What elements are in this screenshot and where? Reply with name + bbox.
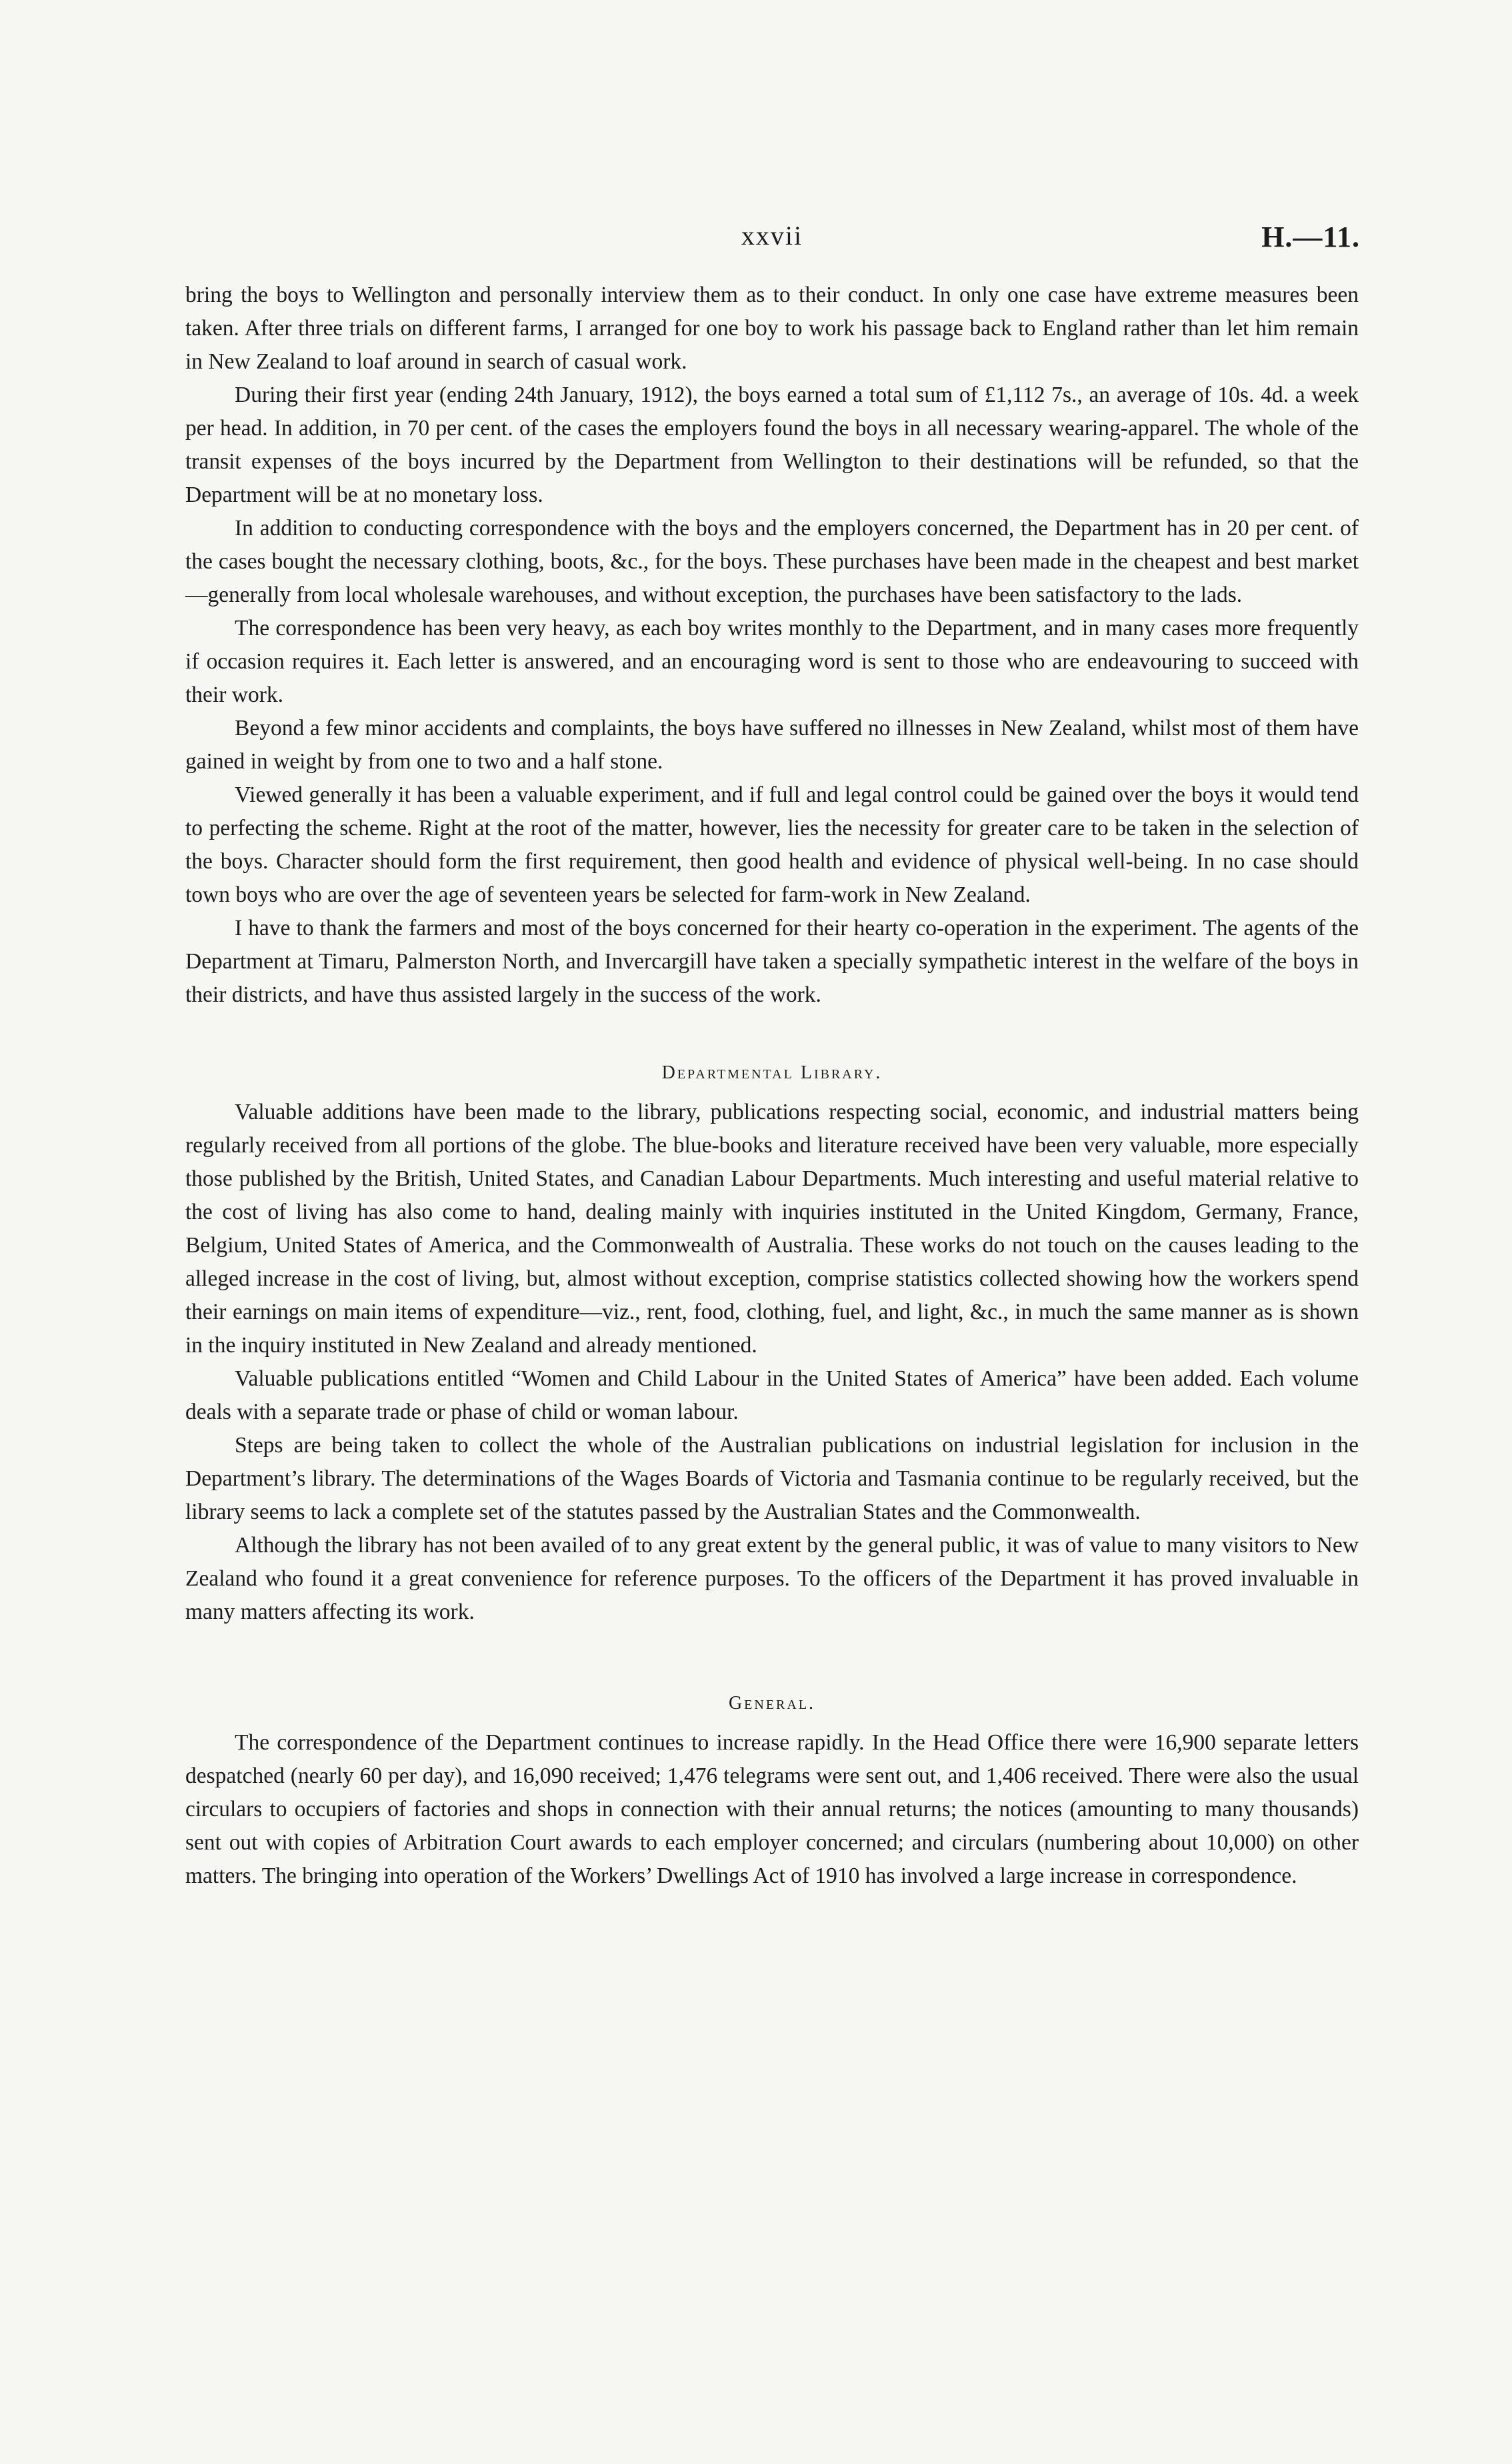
page-content (185, 220, 1359, 1893)
paragraph: Steps are being taken to collect the whole of the Australian publications on industrial legislation for inclusion in the Department’s library. The determinations of the Wages Boards of Victoria and Tasmania continue to be regularly received, but the library seems to lack a complete set of the statutes passed by the Australian States and the Commonwealth. (185, 1433, 1359, 1524)
paragraph: Viewed generally it has been a valuable experiment, and if full and legal control could be gained over the boys it would tend to perfecting the scheme. Right at the root of the matter, however, lies the necessity for greater care to be taken in the selection of the boys. Character should form the first requirement, then good health and evidence of physical well-being. In no case should town boys who are over the age of seventeen years be selected for farm-work in New Zealand. (185, 782, 1359, 907)
general-section (185, 1693, 1359, 1893)
paragraph: Although the library has not been availed of to any great extent by the general public, it was of value to many visitors to New Zealand who found it a great convenience for reference purposes. To the officers of the Department it has proved invaluable in many matters affecting its work. (185, 1533, 1359, 1624)
page-header (185, 220, 1359, 260)
paragraph: The correspondence has been very heavy, as each boy writes monthly to the Department, and in many cases more frequently if occasion requires it. Each letter is answered, and an encouraging word is sent to those who are endeavouring to succeed with their work. (185, 616, 1359, 707)
document-reference: H.—11. (1261, 221, 1360, 253)
section-heading: General. (728, 1693, 816, 1714)
paragraph: Valuable additions have been made to the library, publications respecting social, economic, and industrial matters being regularly received from all portions of the globe. The blue-books and literature received have been very valuable, more especially those published by the British, United States, and Canadian Labour Departments. Much interesting and useful material relative to the cost of living has also come to hand, dealing mainly with inquiries instituted in the United Kingdom, Germany, France, Belgium, United States of America, and the Commonwealth of Australia. These works do not touch on the causes leading to the alleged increase in the cost of living, but, almost without exception, comprise statistics collected showing how the workers spend their earnings on main items of expenditure—viz., rent, food, clothing, fuel, and light, &c., in much the same manner as is shown in the inquiry instituted in New Zealand and already mentioned. (185, 1100, 1359, 1358)
paragraph: I have to thank the farmers and most of the boys concerned for their hearty co-operation in the experiment. The agents of the Department at Timaru, Palmerston North, and Invercargill have taken a specially sympathetic interest in the welfare of the boys in their districts, and have thus assisted largely in the success of the work. (185, 916, 1359, 1007)
library-section (185, 1062, 1359, 1629)
paragraph: Valuable publications entitled “Women and Child Labour in the United States of America” have been added. Each volume deals with a separate trade or phase of child or woman labour. (185, 1366, 1359, 1424)
paragraph: In addition to conducting correspondence with the boys and the employers concerned, the Department has in 20 per cent. of the cases bought the necessary clothing, boots, &c., for the boys. These purchases have been made in the cheapest and best market—generally from local wholesale warehouses, and without exception, the purchases have been satisfactory to the lads. (185, 516, 1359, 607)
intro-section (185, 279, 1359, 1012)
section-heading: Departmental Library. (661, 1062, 883, 1083)
paragraph: During their first year (ending 24th January, 1912), the boys earned a total sum of £1,112 7s., an average of 10s. 4d. a week per head. In addition, in 70 per cent. of the cases the employers found the boys in all necessary wearing-apparel. The whole of the transit expenses of the boys incurred by the Department from Wellington to their destinations will be refunded, so that the Department will be at no monetary loss. (185, 383, 1359, 507)
paragraph: bring the boys to Wellington and personally interview them as to their conduct. In only one case have extreme measures been taken. After three trials on different farms, I arranged for one boy to work his passage back to England rather than let him remain in New Zealand to loaf around in search of casual work. (185, 283, 1359, 374)
paragraph: The correspondence of the Department continues to increase rapidly. In the Head Office there were 16,900 separate letters despatched (nearly 60 per day), and 16,090 received; 1,476 telegrams were sent out, and 1,406 received. There were also the usual circulars to occupiers of factories and shops in connection with their annual returns; the notices (amounting to many thousands) sent out with copies of Arbitration Court awards to each employer concerned; and circulars (numbering about 10,000) on other matters. The bringing into operation of the Workers’ Dwellings Act of 1910 has involved a large increase in correspondence. (185, 1730, 1359, 1888)
page-number: xxvii (741, 221, 803, 251)
paragraph: Beyond a few minor accidents and complaints, the boys have suffered no illnesses in New Zealand, whilst most of them have gained in weight by from one to two and a half stone. (185, 716, 1359, 774)
